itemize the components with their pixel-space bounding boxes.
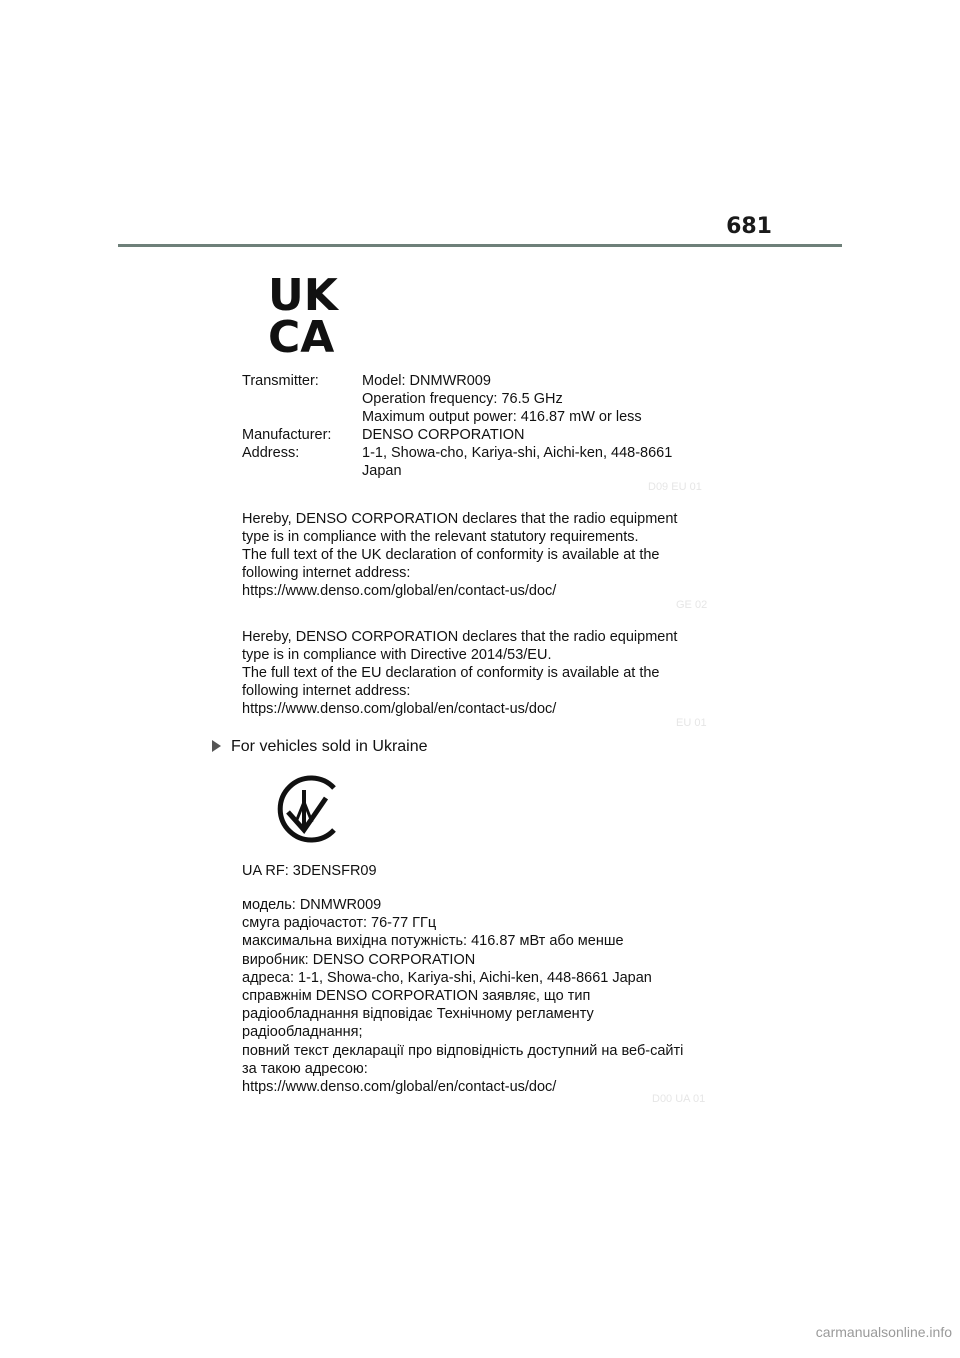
spec-value: Japan — [362, 463, 402, 479]
eu-declaration-line: The full text of the EU declaration of conformity is available at the — [242, 665, 660, 681]
eu-declaration-line: Hereby, DENSO CORPORATION declares that the radio equipment — [242, 629, 678, 645]
ukca-line-1: UK — [268, 272, 338, 321]
eu-declaration-line: following internet address: — [242, 683, 411, 699]
spec-row — [242, 426, 722, 444]
uk-declaration-line: type is in compliance with the relevant statutory requirements. — [242, 529, 639, 545]
header-rule — [118, 244, 842, 247]
uk-declaration-line: following internet address: — [242, 565, 411, 581]
section-heading — [212, 737, 428, 757]
spec-value: Maximum output power: 416.87 mW or less — [362, 409, 642, 425]
spec-value: DENSO CORPORATION — [362, 427, 525, 443]
spec-row — [242, 462, 722, 480]
ukca-line-2: CA — [268, 312, 335, 356]
eu-declaration-line: type is in compliance with Directive 2014/53/EU. — [242, 647, 552, 663]
watermark: carmanualsonline.info — [815, 1324, 952, 1340]
ua-declaration-line: адреса: 1-1, Showa-cho, Kariya-shi, Aichi-ken, 448-8661 Japan — [242, 969, 652, 986]
code-label: EU 01 — [676, 717, 707, 729]
ua-declaration-line: повний текст декларації про відповідність доступний на веб-сайті — [242, 1042, 684, 1059]
ua-declaration-line: виробник: DENSO CORPORATION — [242, 951, 476, 968]
spec-label: Transmitter: — [242, 373, 319, 389]
spec-label: Address: — [242, 445, 300, 461]
ua-rf-code: UA RF: 3DENSFR09 — [242, 863, 377, 879]
spec-row — [242, 390, 722, 408]
code-label: D09 EU 01 — [648, 481, 702, 493]
spec-row — [242, 408, 722, 426]
ua-declaration-url: https://www.denso.com/global/en/contact-us/doc/ — [242, 1078, 557, 1095]
ukraine-conformity-mark-icon — [272, 772, 344, 846]
ua-declaration — [242, 896, 683, 1096]
ua-declaration-line: смуга радіочастот: 76-77 ГГц — [242, 915, 437, 932]
ua-declaration-line: максимальна вихідна потужність: 416.87 мВт або менше — [242, 933, 624, 950]
ukca-mark-icon — [268, 272, 354, 356]
uk-declaration-url: https://www.denso.com/global/en/contact-us/doc/ — [242, 583, 557, 599]
code-label: GE 02 — [676, 599, 708, 611]
ua-declaration-line: радіообладнання відповідає Технічному регламенту — [242, 1006, 594, 1023]
section-heading-text: For vehicles sold in Ukraine — [231, 738, 428, 755]
uk-declaration — [242, 510, 677, 600]
page-number: 681 — [726, 214, 772, 239]
ua-declaration-line: радіообладнання; — [242, 1024, 363, 1041]
ua-declaration-line: справжнім DENSO CORPORATION заявляє, що тип — [242, 987, 591, 1004]
ua-declaration-line: за такою адресою: — [242, 1060, 368, 1077]
eu-declaration-url: https://www.denso.com/global/en/contact-us/doc/ — [242, 701, 557, 717]
spec-row — [242, 444, 722, 462]
spec-value: Operation frequency: 76.5 GHz — [362, 391, 563, 407]
uk-declaration-line: Hereby, DENSO CORPORATION declares that the radio equipment — [242, 511, 678, 527]
uk-declaration-line: The full text of the UK declaration of conformity is available at the — [242, 547, 660, 563]
spec-value: Model: DNMWR009 — [362, 373, 491, 389]
code-label: D00 UA 01 — [652, 1093, 706, 1105]
triangle-bullet-icon — [212, 740, 221, 752]
ua-declaration-line: модель: DNMWR009 — [242, 897, 382, 913]
eu-declaration — [242, 628, 677, 718]
spec-value: 1-1, Showa-cho, Kariya-shi, Aichi-ken, 448-8661 — [362, 445, 673, 461]
spec-label: Manufacturer: — [242, 427, 332, 443]
spec-row — [242, 372, 722, 390]
